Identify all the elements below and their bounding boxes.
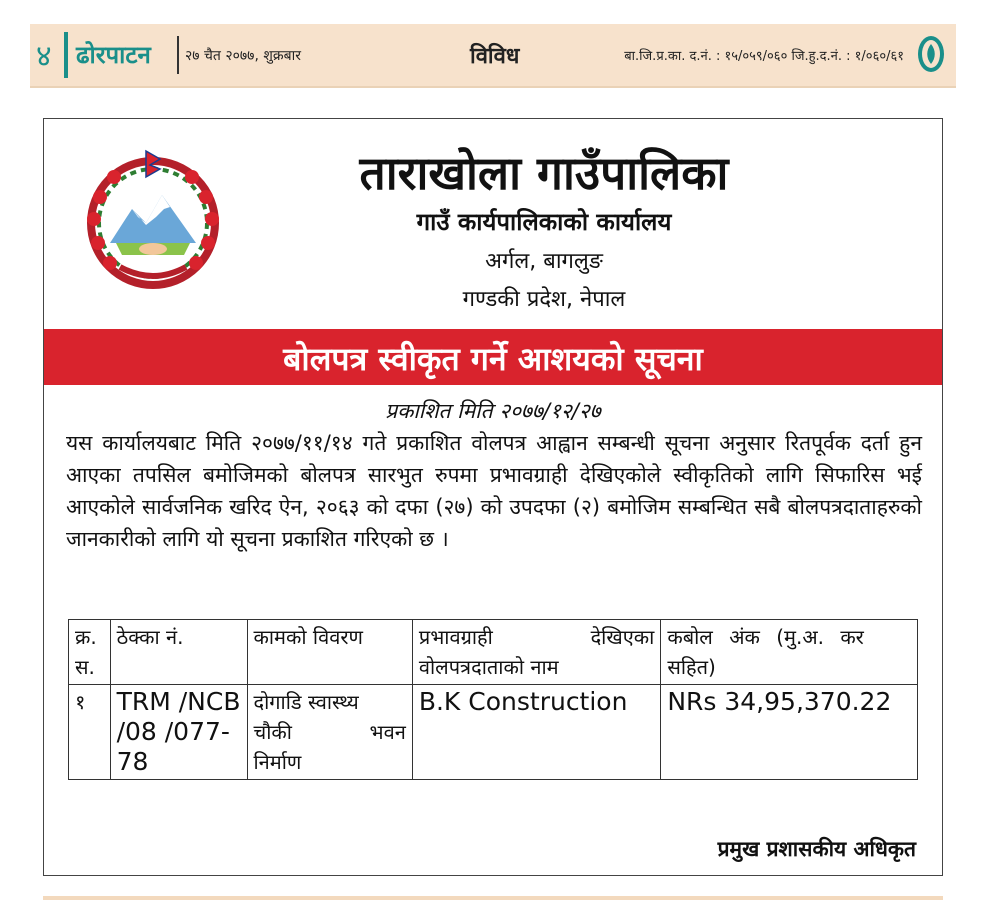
publication-logo-icon xyxy=(916,34,946,74)
section-title: विविध xyxy=(470,44,520,69)
header-bidder-word-a: प्रभावग्राही xyxy=(418,625,493,649)
notice-body: यस कार्यालयबाट मिति २०७७/११/१४ गते प्रकाशित वोलपत्र आह्वान सम्बन्धी सूचना अनुसार रितपूर्वक दर्ता हुन आएका तपसिल बमोजिमको बोलपत्र सारभुत रुपमा प्रभावग्राही देखिएकोले स्वीकृतिको लागि सिफारिस भई आएकोले सार्वजनिक खरिद ऐन, २०६३ को दफा (२७) को उपदफा (२) बमोजिम सम्बन्धित सबै बोलपत्रदाताहरुको जानकारीको लागि यो सूचना प्रकाशित गरिएको छ । xyxy=(66,431,922,551)
header-bidder-word-b: देखिएका xyxy=(590,625,655,649)
cell-contract xyxy=(110,685,247,780)
tender-notice xyxy=(43,118,943,876)
cell-sn: १ xyxy=(69,685,111,780)
bid-table xyxy=(68,619,918,780)
work-line-2 xyxy=(254,717,406,747)
organization-title: ताराखोला गाउँपालिका xyxy=(359,146,729,200)
notice-title-banner xyxy=(44,329,942,385)
cell-work xyxy=(247,685,412,780)
registration-info: बा.जि.प्र.का. द.नं. : १५/०५९/०६० जि.हु.द.नं. : १/०६०/६१ xyxy=(624,49,904,64)
address-line-2: गण्डकी प्रदेश, नेपाल xyxy=(462,287,626,312)
table-header-row xyxy=(69,620,918,685)
cell-bidder: B.K Construction xyxy=(412,685,661,780)
work-line-1: दोगाडि स्वास्थ्य xyxy=(253,690,359,714)
header-cell-sn xyxy=(69,620,111,685)
header-sn-line1: क्र. xyxy=(75,625,97,649)
published-date: प्रकाशित मिति २०७७/१२/२७ xyxy=(385,399,601,423)
publication-name: ढोरपाटन xyxy=(76,41,151,69)
header-amount-line2: सहित) xyxy=(667,655,716,679)
header-cell-amount xyxy=(661,620,918,685)
page-header xyxy=(30,24,956,88)
header-bidder-line1 xyxy=(419,622,655,652)
footer-divider xyxy=(43,896,943,900)
cell-amount: NRs 34,95,370.22 xyxy=(661,685,918,780)
work-line-2b: भवन xyxy=(369,720,406,744)
office-name: गाउँ कार्यपालिकाको कार्यालय xyxy=(416,208,672,236)
contract-line-1: TRM /NCB xyxy=(116,687,241,716)
contract-line-2: /08 /077- xyxy=(116,717,230,746)
issue-date: २७ चैत २०७७, शुक्रबार xyxy=(185,48,301,64)
page-number: ४ xyxy=(36,39,52,74)
header-divider-bar xyxy=(64,32,68,78)
contract-line-3: 78 xyxy=(116,747,149,776)
header-cell-bidder xyxy=(412,620,661,685)
header-sn-line2: स. xyxy=(75,655,95,679)
notice-title: बोलपत्र स्वीकृत गर्ने आशयको सूचना xyxy=(283,340,703,378)
address-line-1: अर्गल, बागलुङ xyxy=(485,249,603,274)
header-bidder-line2: वोलपत्रदाताको नाम xyxy=(418,655,559,679)
work-line-3: निर्माण xyxy=(253,750,302,774)
header-cell-contract: ठेक्का नं. xyxy=(110,620,247,685)
header-amount-line1: कबोल अंक (मु.अ. कर xyxy=(667,625,864,649)
header-separator xyxy=(177,36,179,74)
work-line-2a: चौकी xyxy=(253,720,292,744)
nepal-government-emblem-icon xyxy=(80,147,226,293)
signature-title: प्रमुख प्रशासकीय अधिकृत xyxy=(717,837,916,861)
table-row xyxy=(69,685,918,780)
header-cell-work: कामको विवरण xyxy=(247,620,412,685)
